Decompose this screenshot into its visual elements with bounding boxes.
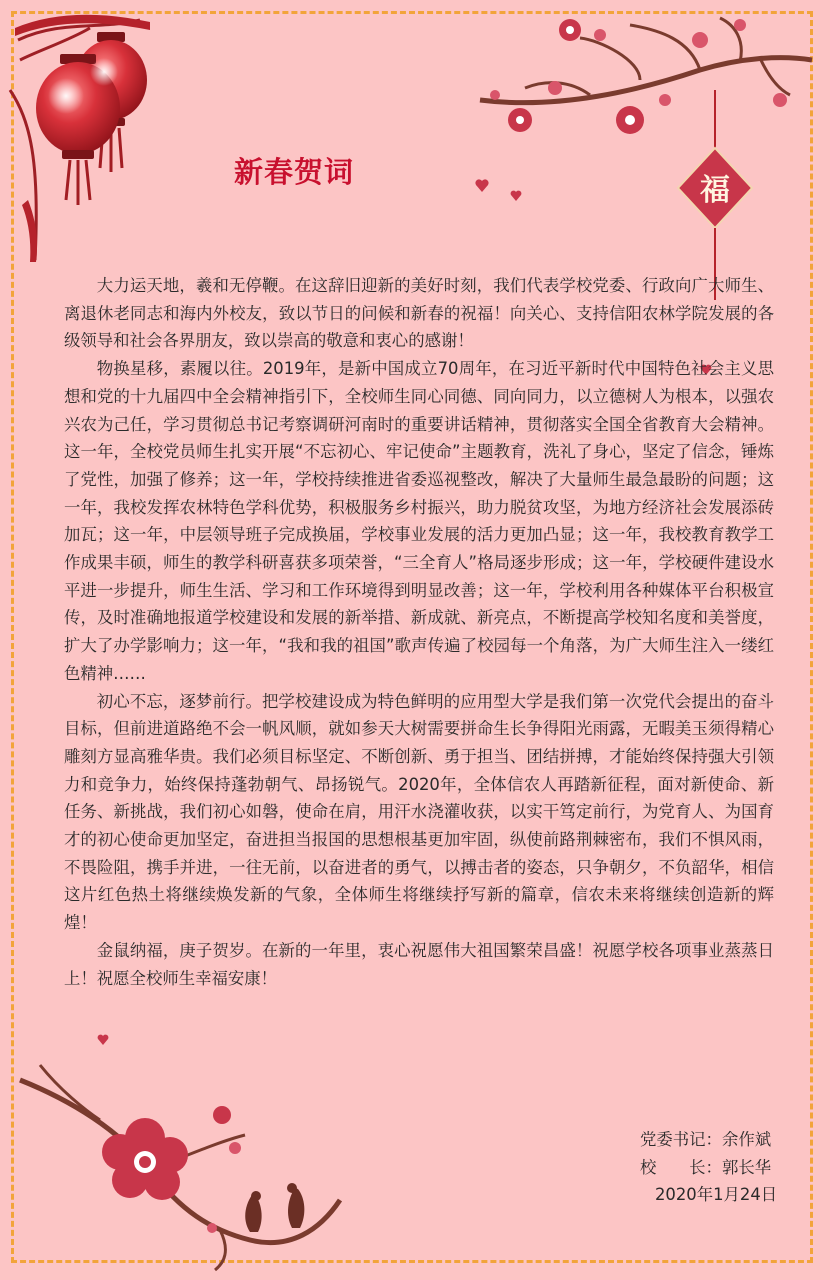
- paragraph-4: 金鼠纳福，庚子贺岁。在新的一年里，衷心祝愿伟大祖国繁荣昌盛！祝愿学校各项事业蒸蒸日上！祝愿全校师生幸福安康！: [64, 940, 774, 988]
- fu-ornament-icon: [678, 90, 752, 300]
- signature-block: [640, 1126, 777, 1209]
- signature-date: 2020年1月24日: [655, 1185, 778, 1205]
- fu-character: 福: [700, 173, 730, 208]
- lantern-icon: [10, 15, 150, 262]
- paragraph-1: 大力运天地，羲和无停鞭。在这辞旧迎新的美好时刻，我们代表学校党委、行政向广大师生、离退休老同志和海内外校友，致以节日的问候和新春的祝福！向关心、支持信阳农林学院发展的各级领导和社会各界朋友，致以崇高的敬意和衷心的感谢！: [64, 276, 774, 351]
- paragraph-3: 初心不忘，逐梦前行。把学校建设成为特色鲜明的应用型大学是我们第一次党代会提出的奋斗目标，但前进道路绝不会一帆风顺，就如参天大树需要拼命生长争得阳光雨露，无暇美玉须得精心雕刻方显高雅华贵。我们必须目标坚定、不断创新、勇于担当、团结拼搏，才能始终保持强大引领力和竞争力，始终保持蓬勃朝气、昂扬锐气。2020年，全体信农人再踏新征程，面对新使命、新任务、新挑战，我们初心如磐，使命在肩，用汗水浇灌收获，以实干笃定前行，为党育人、为国育才的初心使命更加坚定，奋进担当报国的思想根基更加牢固，纵使前路荆棘密布，我们不惧风雨，不畏险阻，携手并进，一往无前，以奋进者的勇气，以搏击者的姿态，只争朝夕，不负韶华，相信这片红色热土将继续焕发新的气象，全体师生将继续抒写新的篇章，信农未来将继续创造新的辉煌！: [64, 691, 774, 933]
- blossom-branch-birds-icon: [20, 1035, 340, 1270]
- paragraph-2: 物换星移，素履以往。2019年，是新中国成立70周年，在习近平新时代中国特色社会主义思想和党的十九届四中全会精神指引下，全校师生同心同德、同向同力，以立德树人为根本，以强农兴农为己任，学习贯彻总书记考察调研河南时的重要讲话精神，贯彻落实全国全省教育大会精神。这一年，全校党员师生扎实开展“不忘初心、牢记使命”主题教育，洗礼了身心，坚定了信念，锤炼了党性，加强了修养；这一年，学校持续推进省委巡视整改，解决了大量师生最急最盼的问题；这一年，我校发挥农林特色学科优势，积极服务乡村振兴，助力脱贫攻坚，为地方经济社会发展添砖加瓦；这一年，中层领导班子完成换届，学校事业发展的活力更加凸显；这一年，我校教育教学工作成果丰硕，师生的教学科研喜获多项荣誉，“三全育人”格局逐步形成；这一年，学校硬件建设水平进一步提升，师生生活、学习和工作环境得到明显改善；这一年，学校利用各种媒体平台积极宣传，及时准确地报道学校建设和发展的新举措、新成就、新亮点，不断提高学校知名度和美誉度，扩大了办学影响力；这一年，“我和我的祖国”歌声传遍了校园每一个角落，为广大师生注入一缕红色精神……: [64, 359, 774, 683]
- party-secretary-signature: 党委书记：余作斌: [640, 1130, 772, 1149]
- bird-icon: [245, 1183, 304, 1232]
- page-title: 新春贺词: [234, 155, 355, 189]
- president-signature: 校 长：郭长华: [640, 1157, 772, 1177]
- greeting-body: [64, 272, 774, 992]
- plum-flower-icon: [102, 1118, 188, 1200]
